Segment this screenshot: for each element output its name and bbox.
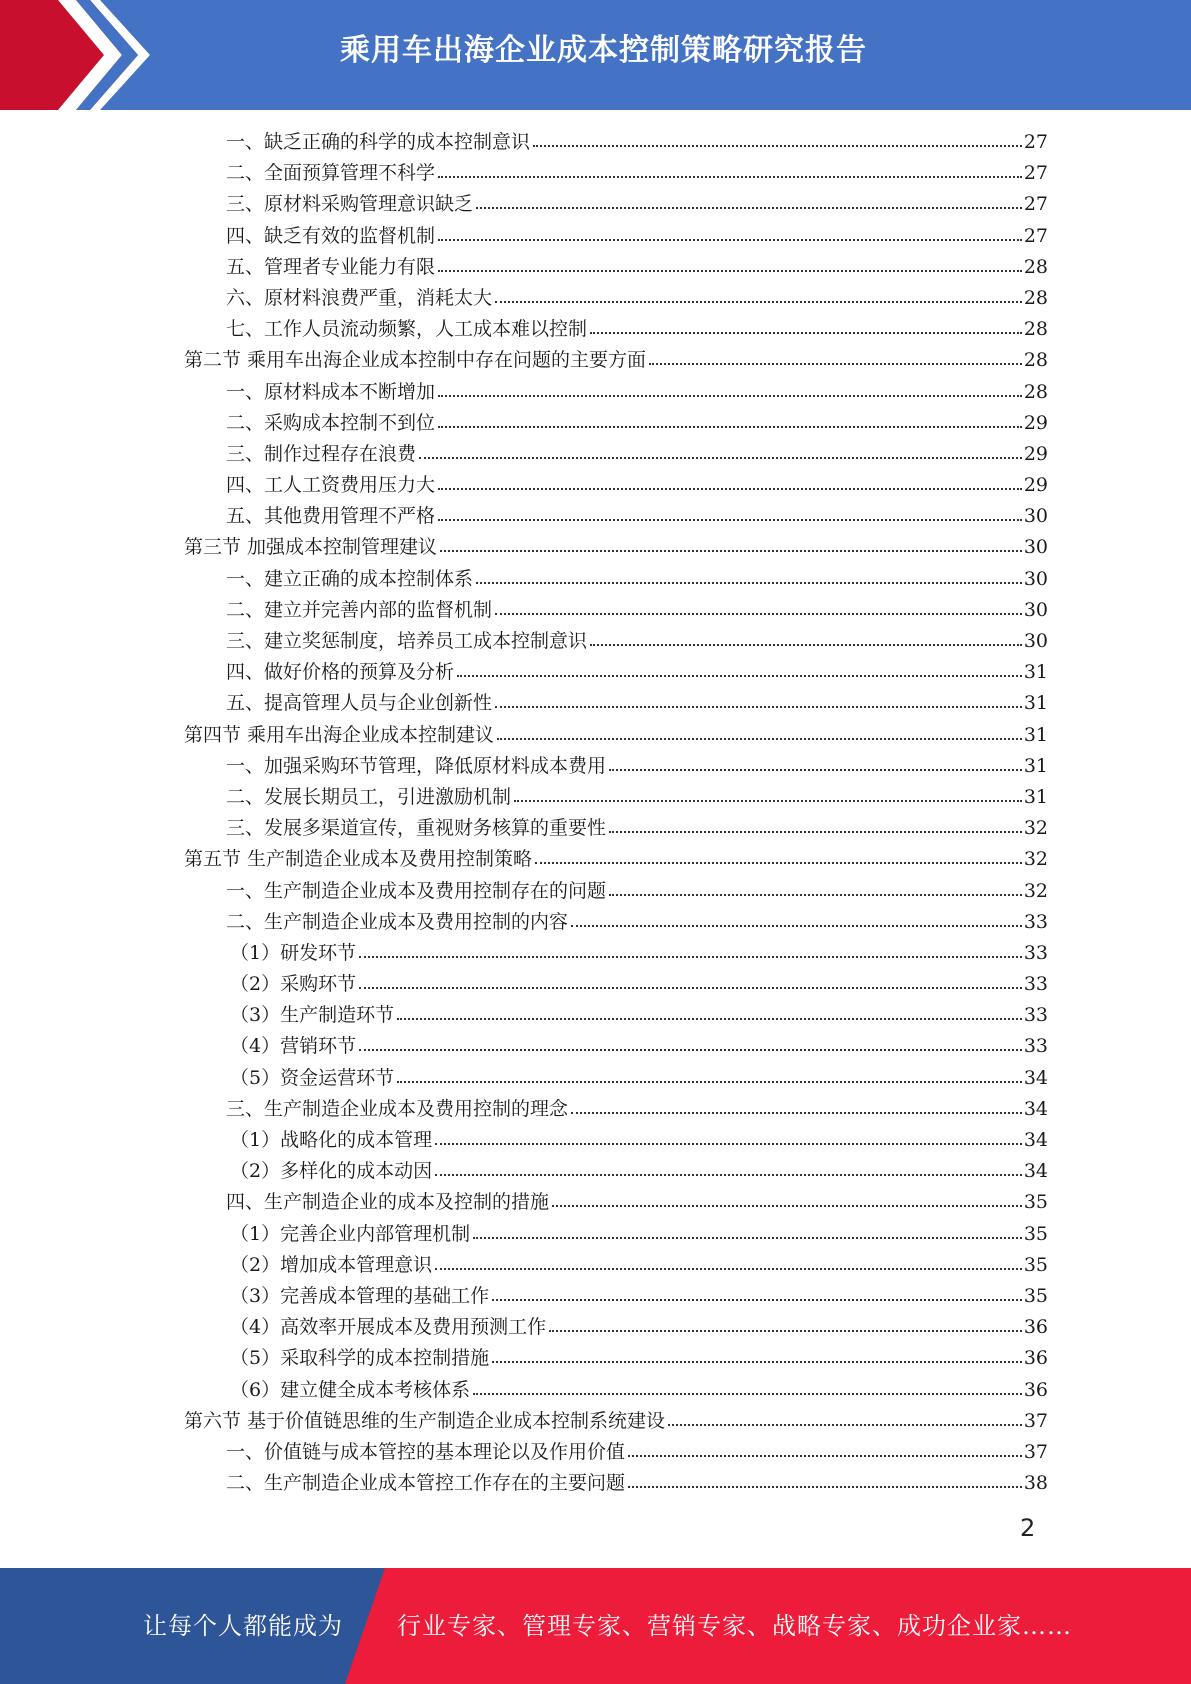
toc-entry-label: 一、原材料成本不断增加	[226, 380, 436, 403]
toc-entry-label: 一、生产制造企业成本及费用控制存在的问题	[226, 879, 607, 902]
toc-entry-page: 30	[1023, 536, 1048, 559]
toc-entry-page: 35	[1023, 1253, 1048, 1276]
toc-entry-page: 30	[1023, 598, 1048, 621]
toc-entry-page: 33	[1023, 910, 1048, 933]
toc-entry-page: 34	[1023, 1129, 1048, 1151]
toc-entry-label: 四、缺乏有效的监督机制	[226, 224, 436, 247]
toc-dot-leader	[435, 1174, 1022, 1176]
toc-section-entry[interactable]	[184, 720, 1048, 751]
report-title: 乘用车出海企业成本控制策略研究报告	[340, 33, 867, 68]
toc-entry-page: 28	[1023, 255, 1048, 278]
table-of-contents	[184, 127, 1048, 1499]
toc-entry-label: 三、制作过程存在浪费	[226, 442, 417, 465]
toc-entry-page: 31	[1023, 754, 1048, 777]
toc-entry-label: 七、工作人员流动频繁，人工成本难以控制	[226, 318, 588, 341]
toc-dot-leader	[495, 301, 1022, 303]
toc-dot-leader	[549, 1330, 1022, 1332]
toc-entry-label: 二、采购成本控制不到位	[226, 411, 436, 434]
toc-entry-page: 31	[1023, 785, 1048, 808]
toc-dot-leader	[435, 1268, 1022, 1270]
toc-entry[interactable]	[184, 189, 1048, 220]
toc-entry[interactable]	[184, 1219, 1048, 1250]
toc-dot-leader	[628, 1486, 1022, 1488]
page-header	[0, 0, 1191, 110]
toc-entry-label: （1）完善企业内部管理机制	[230, 1222, 471, 1245]
toc-dot-leader	[628, 1455, 1022, 1457]
toc-entry-label: （4）高效率开展成本及费用预测工作	[230, 1316, 547, 1339]
toc-entry[interactable]	[184, 1281, 1048, 1312]
toc-entry-page: 27	[1023, 224, 1048, 247]
toc-entry-page: 36	[1023, 1347, 1048, 1370]
toc-entry-page: 36	[1023, 1378, 1048, 1401]
toc-dot-leader	[571, 925, 1022, 927]
toc-entry-page: 31	[1023, 692, 1048, 715]
toc-dot-leader	[609, 894, 1022, 896]
toc-entry[interactable]	[184, 657, 1048, 688]
toc-entry-label: （3）生产制造环节	[230, 1004, 395, 1027]
toc-entry[interactable]	[184, 1250, 1048, 1281]
toc-entry-label: 第六节 基于价值链思维的生产制造企业成本控制系统建设	[184, 1409, 666, 1432]
toc-entry[interactable]	[184, 595, 1048, 626]
toc-entry[interactable]	[184, 1094, 1048, 1125]
toc-entry-page: 33	[1023, 973, 1048, 996]
toc-entry-label: （4）营销环节	[230, 1035, 357, 1058]
toc-entry[interactable]	[184, 377, 1048, 408]
toc-dot-leader	[435, 1143, 1022, 1145]
toc-entry[interactable]	[184, 564, 1048, 595]
toc-entry-page: 30	[1023, 630, 1048, 652]
toc-entry-label: 一、建立正确的成本控制体系	[226, 567, 474, 590]
toc-entry-page: 27	[1023, 193, 1048, 216]
page-footer	[0, 1568, 1191, 1684]
toc-entry-page: 33	[1023, 1035, 1048, 1058]
toc-section-entry[interactable]	[184, 1406, 1048, 1437]
toc-entry[interactable]	[184, 470, 1048, 501]
page-number: 2	[1020, 1514, 1036, 1542]
toc-entry[interactable]	[184, 252, 1048, 283]
toc-entry-page: 29	[1023, 442, 1048, 465]
toc-entry-label: （2）增加成本管理意识	[230, 1253, 433, 1276]
toc-entry-label: 三、原材料采购管理意识缺乏	[226, 193, 474, 216]
toc-dot-leader	[438, 176, 1022, 178]
toc-entry[interactable]	[184, 1187, 1048, 1218]
toc-entry-label: （6）建立健全成本考核体系	[230, 1378, 471, 1401]
toc-entry-label: 三、生产制造企业成本及费用控制的理念	[226, 1097, 569, 1120]
toc-entry-label: 二、生产制造企业成本及费用控制的内容	[226, 910, 569, 933]
toc-entry-label: 二、全面预算管理不科学	[226, 162, 436, 185]
toc-entry-page: 36	[1023, 1316, 1048, 1339]
toc-entry[interactable]	[184, 688, 1048, 719]
toc-dot-leader	[473, 1237, 1022, 1239]
toc-entry-label: 第四节 乘用车出海企业成本控制建议	[184, 723, 495, 746]
toc-entry-page: 30	[1023, 567, 1048, 590]
toc-dot-leader	[476, 207, 1022, 209]
toc-entry[interactable]	[184, 1375, 1048, 1406]
toc-entry-label: 一、加强采购环节管理，降低原材料成本费用	[226, 754, 607, 777]
toc-entry-page: 28	[1023, 380, 1048, 403]
toc-entry-page: 31	[1023, 661, 1048, 684]
toc-entry-page: 35	[1023, 1284, 1048, 1307]
toc-entry-page: 32	[1023, 879, 1048, 902]
toc-entry-page: 32	[1023, 848, 1048, 871]
toc-dot-leader	[359, 956, 1022, 958]
toc-entry-label: 第五节 生产制造企业成本及费用控制策略	[184, 848, 533, 871]
toc-entry[interactable]	[184, 1468, 1048, 1499]
toc-entry-label: 一、价值链与成本管控的基本理论以及作用价值	[226, 1440, 626, 1463]
toc-dot-leader	[571, 1112, 1022, 1114]
toc-entry-page: 28	[1023, 286, 1048, 309]
toc-entry-label: 二、建立并完善内部的监督机制	[226, 598, 493, 621]
toc-entry[interactable]	[184, 283, 1048, 314]
toc-dot-leader	[533, 145, 1022, 147]
toc-entry[interactable]	[184, 626, 1048, 657]
toc-dot-leader	[552, 1205, 1022, 1207]
toc-dot-leader	[649, 363, 1022, 365]
toc-dot-leader	[497, 738, 1022, 740]
toc-entry-label: 五、其他费用管理不严格	[226, 505, 436, 528]
toc-entry-page: 27	[1023, 162, 1048, 185]
chevron-arrow-icon	[0, 0, 160, 110]
toc-entry-label: 第三节 加强成本控制管理建议	[184, 536, 438, 559]
toc-entry-label: 三、发展多渠道宣传，重视财务核算的重要性	[226, 817, 607, 840]
toc-entry-label: 二、发展长期员工，引进激励机制	[226, 785, 512, 808]
toc-dot-leader	[609, 769, 1022, 771]
toc-entry-page: 28	[1023, 349, 1048, 372]
toc-entry-label: （5）采取科学的成本控制措施	[230, 1347, 490, 1370]
toc-entry[interactable]	[184, 127, 1048, 158]
toc-entry-page: 28	[1023, 318, 1048, 341]
toc-dot-leader	[668, 1424, 1022, 1426]
toc-section-entry[interactable]	[184, 532, 1048, 563]
toc-dot-leader	[438, 239, 1022, 241]
toc-entry-page: 34	[1023, 1066, 1048, 1089]
toc-entry[interactable]	[184, 907, 1048, 938]
toc-entry[interactable]	[184, 1343, 1048, 1374]
toc-entry-page: 34	[1023, 1160, 1048, 1183]
toc-dot-leader	[438, 270, 1022, 272]
toc-entry-page: 38	[1023, 1472, 1048, 1495]
toc-entry-label: 四、生产制造企业的成本及控制的措施	[226, 1191, 550, 1214]
toc-entry[interactable]	[184, 1063, 1048, 1094]
toc-section-entry[interactable]	[184, 345, 1048, 376]
toc-entry[interactable]	[184, 1437, 1048, 1468]
toc-entry-page: 35	[1023, 1191, 1048, 1214]
toc-dot-leader	[457, 675, 1022, 677]
toc-entry[interactable]	[184, 439, 1048, 470]
toc-entry-page: 27	[1023, 131, 1048, 153]
toc-dot-leader	[440, 550, 1022, 552]
toc-dot-leader	[438, 426, 1022, 428]
toc-dot-leader	[397, 1081, 1022, 1083]
toc-dot-leader	[438, 395, 1022, 397]
toc-entry-label: 五、管理者专业能力有限	[226, 255, 436, 278]
toc-dot-leader	[590, 644, 1022, 646]
footer-slogan-left: 让每个人都能成为	[143, 1612, 343, 1640]
toc-entry-page: 32	[1023, 817, 1048, 840]
toc-dot-leader	[476, 582, 1022, 584]
toc-entry-label: 三、建立奖惩制度，培养员工成本控制意识	[226, 630, 588, 652]
toc-entry[interactable]	[184, 813, 1048, 844]
toc-entry-label: （5）资金运营环节	[230, 1066, 395, 1089]
toc-dot-leader	[359, 1049, 1022, 1051]
toc-entry-label: 第二节 乘用车出海企业成本控制中存在问题的主要方面	[184, 349, 647, 372]
toc-dot-leader	[397, 1018, 1022, 1020]
toc-dot-leader	[492, 1299, 1022, 1301]
toc-entry-label: 六、原材料浪费严重，消耗太大	[226, 286, 493, 309]
toc-dot-leader	[514, 800, 1022, 802]
toc-dot-leader	[438, 488, 1022, 490]
toc-entry[interactable]	[184, 501, 1048, 532]
toc-entry[interactable]	[184, 158, 1048, 189]
toc-entry-page: 29	[1023, 411, 1048, 434]
toc-entry-page: 34	[1023, 1097, 1048, 1120]
toc-entry[interactable]	[184, 876, 1048, 907]
toc-entry-label: 四、工人工资费用压力大	[226, 474, 436, 497]
toc-entry[interactable]	[184, 782, 1048, 813]
toc-entry[interactable]	[184, 221, 1048, 252]
toc-entry[interactable]	[184, 969, 1048, 1000]
toc-entry-page: 31	[1023, 723, 1048, 746]
toc-dot-leader	[492, 1361, 1022, 1363]
toc-entry-page: 37	[1023, 1440, 1048, 1463]
toc-entry-page: 30	[1023, 505, 1048, 528]
toc-entry[interactable]	[184, 1000, 1048, 1031]
toc-entry-page: 29	[1023, 474, 1048, 497]
toc-entry-label: 一、缺乏正确的科学的成本控制意识	[226, 131, 531, 153]
toc-dot-leader	[419, 457, 1022, 459]
toc-entry[interactable]	[184, 1156, 1048, 1187]
toc-entry[interactable]	[184, 751, 1048, 782]
footer-slogan-right: 行业专家、管理专家、营销专家、战略专家、成功企业家……	[397, 1612, 1072, 1640]
toc-entry[interactable]	[184, 314, 1048, 345]
toc-entry[interactable]	[184, 408, 1048, 439]
toc-dot-leader	[359, 987, 1022, 989]
toc-dot-leader	[590, 332, 1022, 334]
toc-entry[interactable]	[184, 1031, 1048, 1062]
toc-entry-label: （1）战略化的成本管理	[230, 1129, 433, 1151]
toc-dot-leader	[535, 862, 1022, 864]
toc-entry-label: （1）研发环节	[230, 941, 357, 964]
toc-entry-label: （2）多样化的成本动因	[230, 1160, 433, 1183]
toc-dot-leader	[495, 613, 1022, 615]
toc-entry[interactable]	[184, 1312, 1048, 1343]
toc-entry-label: 五、提高管理人员与企业创新性	[226, 692, 493, 715]
toc-entry-page: 35	[1023, 1222, 1048, 1245]
toc-entry-page: 33	[1023, 1004, 1048, 1027]
toc-entry[interactable]	[184, 938, 1048, 969]
toc-entry[interactable]	[184, 1125, 1048, 1156]
toc-entry-label: 二、生产制造企业成本管控工作存在的主要问题	[226, 1472, 626, 1495]
toc-entry-label: （3）完善成本管理的基础工作	[230, 1284, 490, 1307]
toc-entry-page: 33	[1023, 941, 1048, 964]
toc-entry-page: 37	[1023, 1409, 1048, 1432]
toc-dot-leader	[473, 1393, 1022, 1395]
toc-entry-label: 四、做好价格的预算及分析	[226, 661, 455, 684]
toc-dot-leader	[438, 519, 1022, 521]
toc-dot-leader	[495, 706, 1022, 708]
toc-entry-label: （2）采购环节	[230, 973, 357, 996]
toc-dot-leader	[609, 831, 1022, 833]
toc-section-entry[interactable]	[184, 844, 1048, 875]
